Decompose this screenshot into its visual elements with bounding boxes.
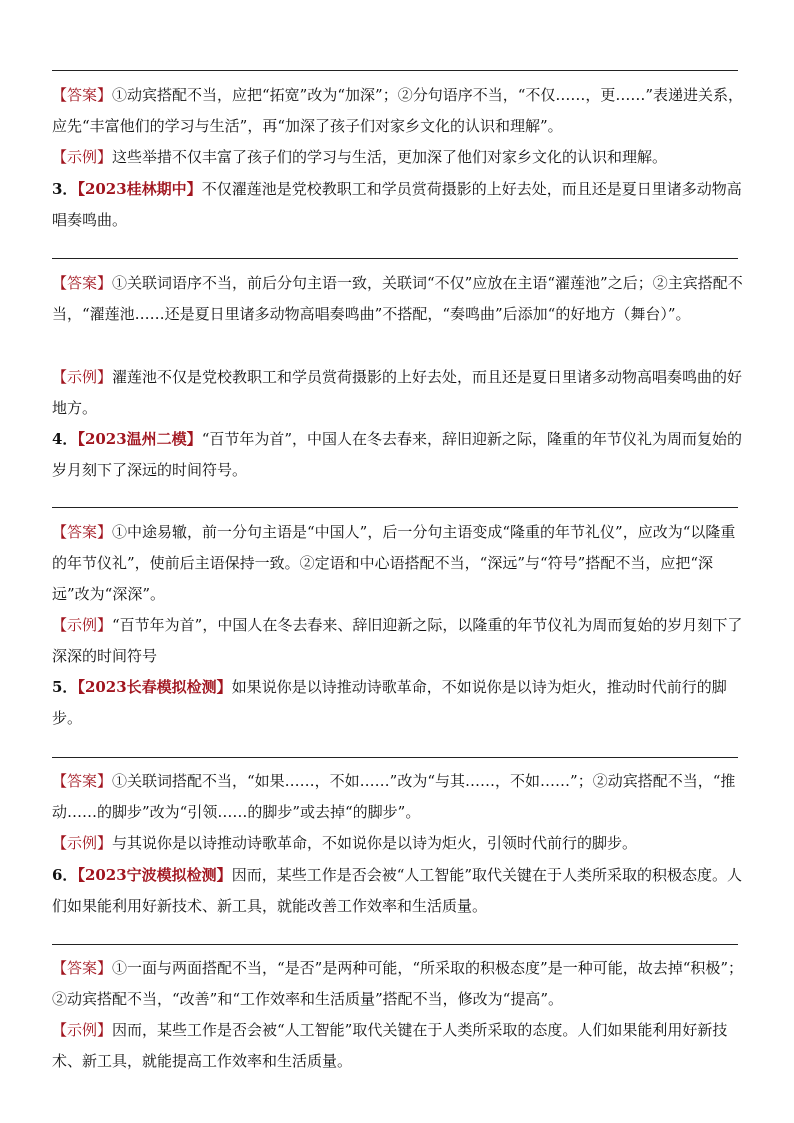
- answer-tag: 【答案】: [52, 274, 113, 292]
- question-number: 5．: [52, 678, 78, 696]
- question-source: 【2023桂林期中】: [77, 180, 202, 198]
- answer-paragraph: [52, 953, 744, 1015]
- example-text: 这些举措不仅丰富了孩子们的学习与生活，更加深了他们对家乡文化的认识和理解。: [112, 148, 668, 166]
- divider-line: [52, 757, 738, 758]
- question-number: 6．: [52, 866, 78, 884]
- answer-text: ①中途易辙，前一分句主语是“中国人”，后一分句主语变成“隆重的年节礼仪”，应改为“以隆重的年节仪礼”，使前后主语保持一致。②定语和中心语搭配不当，“深远”与“符号”搭配不当，应把“深远”改为“深深”。: [52, 523, 736, 603]
- question-text: “百节年为首”，中国人在冬去春来，辞旧迎新之际，隆重的年节仪礼为周而复始的岁月刻下了深远的时间符号。: [52, 430, 743, 479]
- question-paragraph: [52, 860, 744, 922]
- example-text: 因而，某些工作是否会被“人工智能”取代关键在于人类所采取的态度。人们如果能利用好新技术、新工具，就能提高工作效率和生活质量。: [52, 1021, 728, 1070]
- answer-text: ①动宾搭配不当，应把“拓宽”改为“加深”；②分句语序不当，“不仅……，更……”表递进关系，应先“丰富他们的学习与生活”，再“加深了孩子们对家乡文化的认识和理解”。: [52, 86, 744, 135]
- divider-line: [52, 507, 738, 508]
- question-text: 因而，某些工作是否会被“人工智能”取代关键在于人类所采取的积极态度。人们如果能利用好新技术、新工具，就能改善工作效率和生活质量。: [52, 866, 743, 915]
- question-number: 3．: [52, 180, 78, 198]
- example-paragraph: [52, 1015, 744, 1077]
- example-paragraph: [52, 610, 744, 672]
- example-paragraph: [52, 828, 744, 859]
- example-paragraph: [52, 362, 744, 424]
- answer-tag: 【答案】: [52, 523, 113, 541]
- example-text: “百节年为首”，中国人在冬去春来、辞旧迎新之际，以隆重的年节仪礼为周而复始的岁月刻下了深深的时间符号: [52, 616, 743, 665]
- answer-paragraph: [52, 268, 744, 330]
- answer-tag: 【答案】: [52, 959, 113, 977]
- answer-tag: 【答案】: [52, 772, 113, 790]
- question-source: 【2023温州二模】: [77, 430, 202, 448]
- answer-paragraph: [52, 766, 744, 828]
- example-tag: 【示例】: [52, 368, 113, 386]
- question-source: 【2023长春模拟检测】: [77, 678, 232, 696]
- answer-text: ①关联词语序不当，前后分句主语一致，关联词“不仅”应放在主语“濯莲池”之后；②主宾搭配不当，“濯莲池……还是夏日里诸多动物高唱奏鸣曲”不搭配，“奏鸣曲”后添加“的好地方（舞台）”。: [52, 274, 743, 323]
- example-text: 与其说你是以诗推动诗歌革命，不如说你是以诗为炬火，引领时代前行的脚步。: [112, 834, 638, 852]
- question-paragraph: [52, 672, 744, 734]
- question-text: 如果说你是以诗推动诗歌革命，不如说你是以诗为炬火，推动时代前行的脚步。: [52, 678, 727, 727]
- example-tag: 【示例】: [52, 834, 113, 852]
- question-paragraph: [52, 424, 744, 486]
- answer-tag: 【答案】: [52, 86, 113, 104]
- question-paragraph: [52, 174, 744, 236]
- answer-text: ①关联词搭配不当，“如果……，不如……”改为“与其……，不如……”；②动宾搭配不当，“推动……的脚步”改为“引领……的脚步”或去掉“的脚步”。: [52, 772, 736, 821]
- divider-line: [52, 258, 738, 259]
- example-tag: 【示例】: [52, 1021, 113, 1039]
- question-text: 不仅濯莲池是党校教职工和学员赏荷摄影的上好去处，而且还是夏日里诸多动物高唱奏鸣曲。: [52, 180, 742, 229]
- answer-text: ①一面与两面搭配不当，“是否”是两种可能，“所采取的积极态度”是一种可能，故去掉“积极”；②动宾搭配不当，“改善”和“工作效率和生活质量”搭配不当，修改为“提高”。: [52, 959, 744, 1008]
- divider-line: [52, 70, 738, 71]
- example-tag: 【示例】: [52, 148, 113, 166]
- answer-paragraph: [52, 517, 744, 610]
- question-source: 【2023宁波模拟检测】: [77, 866, 232, 884]
- divider-line: [52, 944, 738, 945]
- question-number: 4．: [52, 430, 78, 448]
- example-tag: 【示例】: [52, 616, 113, 634]
- example-paragraph: [52, 142, 744, 173]
- answer-paragraph: [52, 80, 744, 142]
- example-text: 濯莲池不仅是党校教职工和学员赏荷摄影的上好去处，而且还是夏日里诸多动物高唱奏鸣曲的好地方。: [52, 368, 743, 417]
